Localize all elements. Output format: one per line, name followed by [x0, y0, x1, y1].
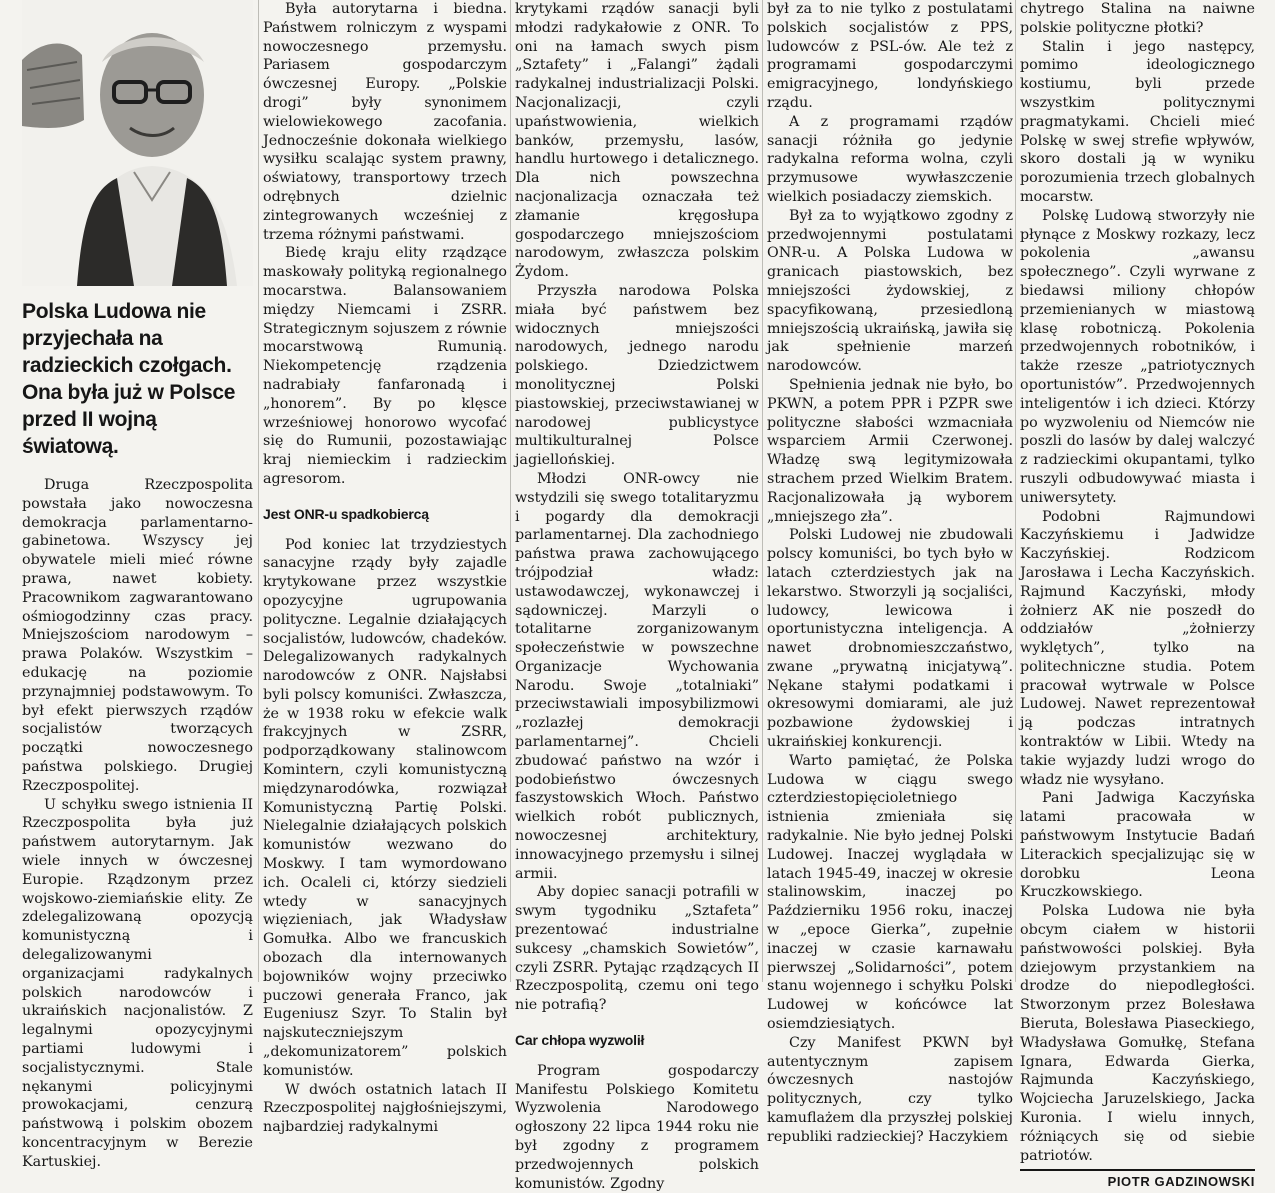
paragraph: Aby dopiec sanacji potrafili w swym tygodniku „Sztafeta” prezentować industrialne sukcesy „chamskich Sowietów”, czyli ZSRR. Pytając rządzących II Rzeczpospolitą, czemu oni tego nie potrafią? — [515, 884, 759, 1014]
paragraph: Podobni Rajmundowi Kaczyńskiemu i Jadwidze Kaczyńskiej. Rodzicom Jarosława i Lecha Kaczyńskich. Rajmund Kaczyński, młody żołnierz AK nie poszedł do oddziałów „żołnierzy wyklętych”, tylko na politechniczne studia. Potem pracował wytrwale w Polsce Ludowej. Nawet reprezentował ją podczas intratnych kontraktów w Libii. Wtedy na takie wyjazdy ludzi wrogo do władz nie wysyłano. — [1020, 508, 1255, 788]
paragraph: Pani Jadwiga Kaczyńska latami pracowała w państwowym Instytucie Badań Literackich specjalizując się w dorobku Leona Kruczkowskiego. — [1020, 790, 1255, 901]
column-3 — [515, 0, 759, 1192]
paragraph: był za to nie tylko z postulatami polskich socjalistów z PPS, ludowców z PSL-ów. Ale też z programami gospodarczymi emigracyjnego, londyńskiego rządu. — [767, 1, 1013, 111]
paragraph: W dwóch ostatnich latach II Rzeczpospolitej najgłośniejszymi, najbardziej radykalnymi — [263, 1081, 507, 1136]
paragraph: Pod koniec lat trzydziestych sanacyjne rządy były zajadle krytykowane przez wszystkie opozycyjne ugrupowania polityczne. Legalnie działających socjalistów, ludowców, chadeków. Delegalizowanych radykalnych narodowców z ONR. Najsłabsi byli polscy komuniści. Zwłaszcza, że w 1938 roku w efekcie walk frakcyjnych w ZSRR, podporządkowany stalinowcom Komintern, czyli komunistyczną międzynarodówka, rozwiązał Komunistyczną Partię Polski. Nielegalnie działających polskich komunistów wezwano do Moskwy. I tam wymordowano ich. Ocaleli ci, którzy siedzieli wtedy w sanacyjnych więzieniach, jak Władysław Gomułka. Albo we francuskich obozach dla internowanych bojowników wojny przeciwko puczowi generała Franco, jak Eugeniusz Szyr. To Stalin był najskuteczniejszym „dekomunizatorem” polskich komunistów. — [263, 536, 507, 1079]
column-5 — [1020, 0, 1255, 1190]
paragraph: Warto pamiętać, że Polska Ludowa w ciągu swego czterdziestopięcioletniego istnienia zmieniała się radykalnie. Nie było jednej Polski Ludowej. Inaczej wyglądała w latach 1945-49, inaczej w okresie stalinowskim, inaczej po Październiku 1956 roku, inaczej w „epoce Gierka”, zupełnie inaczej w czasie karnawału pierwszej „Solidarności”, potem stanu wojennego i schyłku Polski Ludowej w końcówce lat osiemdziesiątych. — [767, 752, 1013, 1033]
paragraph: Program gospodarczy Manifestu Polskiego Komitetu Wyzwolenia Narodowego ogłoszony 22 lipca 1944 roku nie był zgodny z programem przedwojennych polskich komunistów. Zgodny — [515, 1062, 759, 1192]
paragraph: Był za to wyjątkowo zgodny z przedwojennymi postulatami ONR-u. A Polska Ludowa w granicach piastowskich, bez mniejszości żydowskiej, z spacyfikowaną, przesiedloną mniejszością ukraińską, jawiła się jak spełnienie marzeń narodowców. — [767, 207, 1013, 375]
paragraph: Polskę Ludową stworzyły nie płynące z Moskwy rozkazy, lecz pokolenia „awansu społecznego”. Czyli wyrwane z biedawsi miliony chłopów przemienianych w miastową klasę robotniczą. Pokolenia przedwojennych robotników, i także rzesze „patriotycznych oportunistów”. Przedwojennych inteligentów i ich dzieci. Którzy po wyzwoleniu od Niemców nie poszli do lasów by dalej walczyć z radzieckimi okupantami, tylko ruszyli odbudowywać miasta i uniwersytety. — [1020, 207, 1255, 506]
paragraph: Druga Rzeczpospolita powstała jako nowoczesna demokracja parlamentarno-gabinetowa. Wszyscy jej obywatele mieli mieć równe prawa, nawet kobiety. Pracownikom zagwarantowano ośmiogodzinny czas pracy. Mniejszościom narodowym – prawa Polaków. Wszystkim – edukację na poziomie przynajmniej podstawowym. To był efekt pierwszych rządów socjalistów tworzących początki nowoczesnego państwa polskiego. Drugiej Rzeczpospolitej. — [22, 477, 253, 794]
author-signature: PIOTR GADZINOWSKI — [1020, 1169, 1255, 1192]
paragraph: A z programami rządów sanacji różniła go jedynie radykalna reforma wolna, czyli przymusowe wywłaszczenie wielkich posiadaczy ziemskich. — [767, 113, 1013, 205]
subheading: Jest ONR-u spadkobiercą — [263, 505, 429, 522]
paragraph: Czy Manifest PKWN był autentycznym zapisem ówczesnych nastojów politycznych, czy tylko kamuflażem dla przyszłej polskiej republiki radzieckiej? Haczykiem — [767, 1034, 1013, 1145]
paragraph: Była autorytarna i biedna. Państwem rolniczym z wyspami nowoczesnego przemysłu. Pariasem gospodarczym ówczesnej Europy. „Polskie drogi” były synonimem wielowiekowego zacofania. Jednocześnie dokonała wielkiego wysiłku scalając system prawny, oświatowy, transportowy trzech odrębnych dzielnic zintegrowanych wcześniej z trzema różnymi państwami. — [263, 1, 507, 243]
author-photo-image — [22, 0, 253, 286]
column-rule — [510, 0, 511, 982]
column-2 — [263, 0, 507, 1136]
paragraph: Młodzi ONR-owcy nie wstydzili się swego totalitaryzmu i pogardy dla demokracji parlamentarnej. Dla zachodniego państwa prawa zachowującego trójpodział władz: ustawodawczej, wykonawczej i sądowniczej. Marzyli o totalitarne zorganizowanym społeczeństwie w powszechne Organizacje Wychowania Narodu. Swoje „totalniaki” przeciwstawiali imposybilizmowi „rozlazłej demokracji parlamentarnej”. Chcieli zbudować państwo na wzór i podobieństwo ówczesnych faszystowskich Włoch. Państwo wielkich robót publicznych, nowoczesnej architektury, innowacyjnego przemysłu i silnej armii. — [515, 470, 759, 882]
column-rule — [762, 0, 763, 982]
column-rule — [1015, 0, 1016, 982]
paragraph: chytrego Stalina na naiwne polskie polityczne płotki? — [1020, 1, 1255, 36]
paragraph: Polska Ludowa nie była obcym ciałem w historii państwowości polskiej. Była dziejowym przystankiem na drodze do niepodległości. Stworzonym przez Bolesława Bieruta, Bolesława Piaseckiego, Władysława Gomułkę, Stefana Ignara, Edwarda Gierka, Rajmunda Kaczyńskiego, Wojciecha Jaruzelskiego, Jacka Kuronia. I wielu innych, różniących się od siebie patriotów. — [1020, 903, 1255, 1164]
column-1 — [22, 0, 253, 1170]
paragraph: krytykami rządów sanacji byli młodzi radykałowie z ONR. To oni na łamach swych pism „Sztafety” i „Falangi” żądali radykalnej industrializacji Polski. Nacjonalizacji, czyli upaństwowienia, wielkich banków, przemysłu, lasów, handlu hurtowego i detalicznego. Dla nich powszechna nacjonalizacja oznaczała też złamanie kręgosłupa gospodarczego mniejszościom narodowym, zwłaszcza polskim Żydom. — [515, 1, 759, 281]
author-photo — [22, 0, 253, 286]
paragraph: Polski Ludowej nie zbudowali polscy komuniści, bo tych było w latach czterdziestych jak na lekarstwo. Stworzyli ją socjaliści, ludowcy, lewicowa i oportunistyczna inteligencja. A nawet drobnomieszczaństwo, zwane „prywatną inicjatywą”. Nękane stałymi podatkami i okresowymi domiarami, ale już pozbawione żydowskiej i ukraińskiej konkurencji. — [767, 527, 1013, 751]
column-4 — [767, 0, 1013, 1145]
paragraph: Przyszła narodowa Polska miała być państwem bez widocznych mniejszości narodowych, jednego narodu polskiego. Dziedzictwem monolitycznej Polski piastowskiej, przeciwstawianej w narodowej publicystyce multikulturalnej Polsce jagiellońskiej. — [515, 282, 759, 469]
column-rule — [258, 0, 259, 982]
paragraph: U schyłku swego istnienia II Rzeczpospolita była już państwem autorytarnym. Jak wiele innych w ówczesnej Europie. Rządzonym przez wojskowo-ziemiańskie elity. Ze zdelegalizowaną opozycją komunistyczną i delegalizowanymi organizacjami radykalnych polskich narodowców i ukraińskich nacjonalistów. Z legalnymi opozycyjnymi partiami ludowymi i socjalistycznymi. Stale nękanymi policyjnymi prowokacjami, cenzurą państwową i polskim obozem koncentracyjnym w Berezie Kartuskiej. — [22, 796, 253, 1170]
paragraph: Biedę kraju elity rządzące maskowały polityką regionalnego mocarstwa. Balansowaniem między Niemcami i ZSRR. Strategicznym sojuszem z równie mocarstwową Rumunią. Niekompetencję rządzenia nadrabiały fanfaronadą i „honorem”. By po klęsce wrześniowej honorowo wycofać się do Rumunii, pozostawiając kraj niemieckim i radzieckim agresorom. — [263, 245, 507, 487]
lead-quote: Polska Ludowa nie przyjechała na radzieckich czołgach. Ona była już w Polsce przed II wojną światową. — [22, 300, 236, 458]
paragraph: Stalin i jego następcy, pomimo ideologicznego kostiumu, byli przede wszystkim politycznymi pragmatykami. Chcieli mieć Polskę w swej strefie wpływów, skoro dostali ją w wyniku porozumienia trzech globalnych mocarstw. — [1020, 38, 1255, 205]
subheading: Car chłopa wyzwolił — [515, 1032, 645, 1049]
paragraph: Spełnienia jednak nie było, bo PKWN, a potem PPR i PZPR swe polityczne słabości wzmacniała wsparciem Armii Czerwonej. Władzę swą legitymizowała strachem przed Wielkim Bratem. Racjonalizowała ją wyborem „mniejszego zła”. — [767, 376, 1013, 525]
